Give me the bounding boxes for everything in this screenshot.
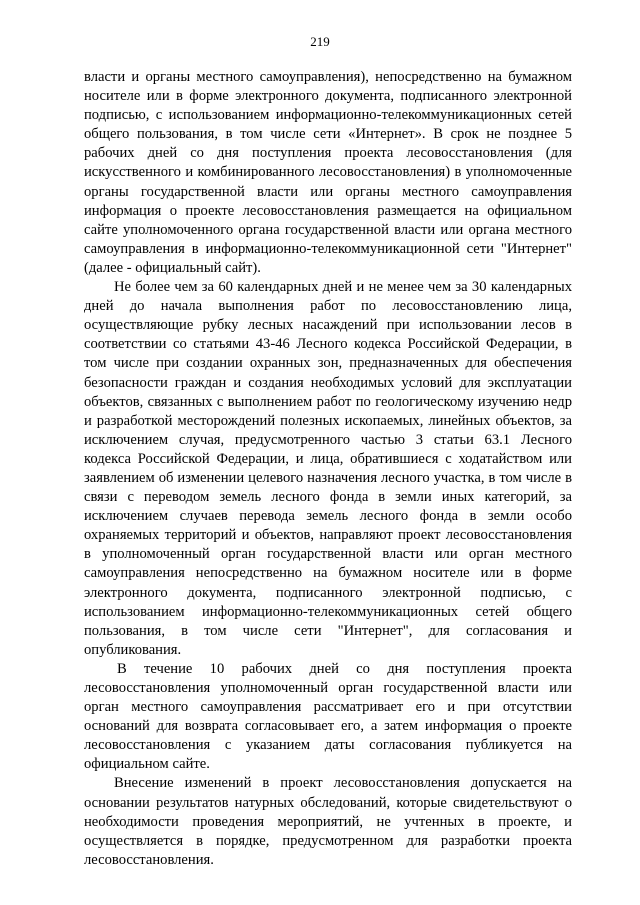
paragraph-submission-deadline: Не более чем за 60 календарных дней и не менее чем за 30 календарных дней до начала выполнения работ по лесовосстановлению лица, осуществляющие рубку лесных насаждений при использовании лесов в соответствии со статьями 43-46 Лесного кодекса Российской Федерации, в том числе при создании охранных зон, предназначенных для обеспечения безопасности граждан и создания необходимых условий для эксплуатации объектов, связанных с выполнением работ по геологическому изучению недр и разработкой месторождений полезных ископаемых, линейных объектов, за исключением случая, предусмотренного частью 3 статьи 63.1 Лесного кодекса Российской Федерации, и лица, обратившиеся с ходатайством или заявлением об изменении целевого назначения лесного участка, в том числе в связи с переводом земель лесного фонда в земли иных категорий, за исключением случаев перевода земель лесного фонда в земли особо охраняемых территорий и объектов, направляют проект лесовосстановления в уполномоченный орган государственной власти или орган местного самоуправления непосредственно на бумажном носителе или в форме электронного документа, подписанного электронной подписью, с использованием информационно-телекоммуникационных сетей общего пользования, в том числе сети "Интернет", для согласования и опубликования. <box>84 279 572 658</box>
paragraph-amendments: Внесение изменений в проект лесовосстановления допускается на основании результатов натурных обследований, которые свидетельствуют о необходимости проведения мероприятий, не учтенных в проекте, и осуществляется в порядке, предусмотренном для разработки проекта лесовосстановления. <box>84 775 572 868</box>
paragraph-review-period: В течение 10 рабочих дней со дня поступления проекта лесовосстановления уполномоченный орган государственной власти или орган местного самоуправления рассматривает его и при отсутствии оснований для возврата согласовывает его, а затем информация о проекте лесовосстановления с указанием даты согласования публикуется на официальном сайте. <box>84 660 572 773</box>
page-number: 219 <box>310 34 330 49</box>
paragraph-continuation: власти и органы местного самоуправления), непосредственно на бумажном носителе или в форме электронного документа, подписанного электронной подписью, с использованием информационно-телекоммуникационных сетей общего пользования, в том числе сети «Интернет». В срок не позднее 5 рабочих дней со дня поступления проекта лесовосстановления (для искусственного и комбинированного лесовосстановления) в уполномоченные органы государственной власти или органы местного самоуправления информация о проекте лесовосстановления размещается на официальном сайте уполномоченного органа государственной власти или органа местного самоуправления в информационно-телекоммуникационной сети "Интернет" (далее - официальный сайт). <box>84 69 572 276</box>
document-body <box>84 68 572 870</box>
